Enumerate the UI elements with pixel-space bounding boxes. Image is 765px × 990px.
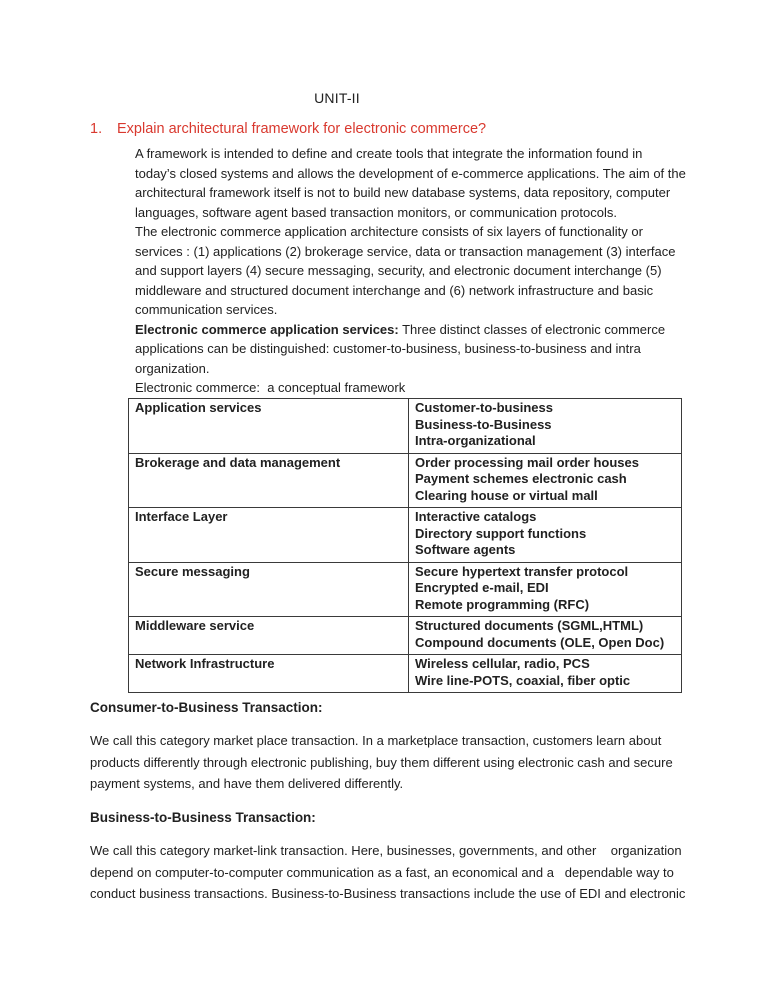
layer-cell: Middleware service (129, 617, 409, 655)
body-line: payment systems, and have them delivered differently. (90, 776, 404, 791)
table-item: Directory support functions (415, 525, 587, 541)
table-item: Structured documents (SGML,HTML) (415, 618, 644, 633)
body-line: architectural framework itself is not to build new database systems, data repository, computer (135, 185, 671, 200)
consumer-section-heading: Consumer-to-Business Transaction: (90, 700, 323, 715)
table-item: Payment schemes electronic cash (415, 471, 627, 486)
table-item: Remote programming (RFC) (415, 596, 590, 612)
table-item: Interactive catalogs (415, 509, 537, 524)
items-cell (409, 655, 682, 693)
conceptual-framework-table (128, 398, 682, 693)
table-row (129, 453, 682, 508)
body-line: conduct business transactions. Business-to-Business transactions include the use of EDI and electronic (90, 886, 686, 901)
layer-cell: Interface Layer (129, 508, 409, 563)
table-item: Software agents (415, 542, 516, 557)
consumer-section-paragraph (90, 730, 700, 795)
table-item: Business-to-Business (415, 416, 552, 432)
items-cell (409, 562, 682, 617)
body-line: products differently through electronic publishing, buy them different using electronic cash and secure (90, 754, 673, 770)
layer-cell: Application services (129, 399, 409, 454)
body-line: We call this category market place transaction. In a marketplace transaction, customers learn about (90, 733, 662, 748)
question-number: 1. (90, 121, 103, 137)
table-item: Wireless cellular, radio, PCS (415, 656, 590, 671)
question-heading (90, 121, 486, 137)
table-item: Customer-to-business (415, 400, 553, 415)
table-item: Order processing mail order houses (415, 454, 639, 470)
answer-paragraph (135, 144, 695, 398)
items-cell (409, 399, 682, 454)
items-cell (409, 508, 682, 563)
body-line: today’s closed systems and allows the development of e-commerce applications. The aim of the (135, 165, 686, 181)
body-line: depend on computer-to-computer communication as a fast, an economical and a dependable way to (90, 864, 674, 880)
body-line: languages, software agent based transaction monitors, or communication protocols. (135, 204, 617, 220)
body-line: The electronic commerce application architecture consists of six layers of functionality or (135, 224, 643, 239)
table-row (129, 508, 682, 563)
business-section-paragraph (90, 840, 700, 905)
services-rest-text: Three distinct classes of electronic commerce (398, 321, 666, 337)
table-caption: Electronic commerce: a conceptual framework (135, 380, 406, 395)
table-row (129, 655, 682, 693)
body-line: organization. (135, 360, 210, 376)
table-row (129, 562, 682, 617)
body-line: middleware and structured document interchange and (6) network infrastructure and basic (135, 282, 654, 298)
services-bold-label: Electronic commerce application services: (135, 321, 399, 337)
body-line: and support layers (4) secure messaging, security, and electronic document interchange (5) (135, 263, 662, 278)
body-line: A framework is intended to define and create tools that integrate the information found in (135, 146, 643, 161)
table-item: Secure hypertext transfer protocol (415, 563, 629, 579)
table-item: Intra-organizational (415, 433, 536, 448)
table-item: Clearing house or virtual mall (415, 487, 598, 503)
table-item: Compound documents (OLE, Open Doc) (415, 634, 665, 650)
body-line: communication services. (135, 302, 278, 317)
business-section-heading: Business-to-Business Transaction: (90, 810, 316, 825)
body-line (135, 320, 695, 340)
layer-cell: Network Infrastructure (129, 655, 409, 693)
page-title: UNIT-II (314, 90, 360, 106)
table-row (129, 617, 682, 655)
items-cell (409, 617, 682, 655)
layer-cell: Brokerage and data management (129, 453, 409, 508)
question-text: Explain architectural framework for electronic commerce? (117, 121, 487, 137)
table-row (129, 399, 682, 454)
items-cell (409, 453, 682, 508)
body-line: applications can be distinguished: customer-to-business, business-to-business and intra (135, 341, 641, 356)
table-item: Encrypted e-mail, EDI (415, 580, 549, 595)
table-item: Wire line-POTS, coaxial, fiber optic (415, 672, 631, 688)
body-line: services : (1) applications (2) brokerage service, data or transaction management (3) interface (135, 243, 676, 259)
layer-cell: Secure messaging (129, 562, 409, 617)
body-line: We call this category market-link transaction. Here, businesses, governments, and other organization (90, 843, 682, 858)
